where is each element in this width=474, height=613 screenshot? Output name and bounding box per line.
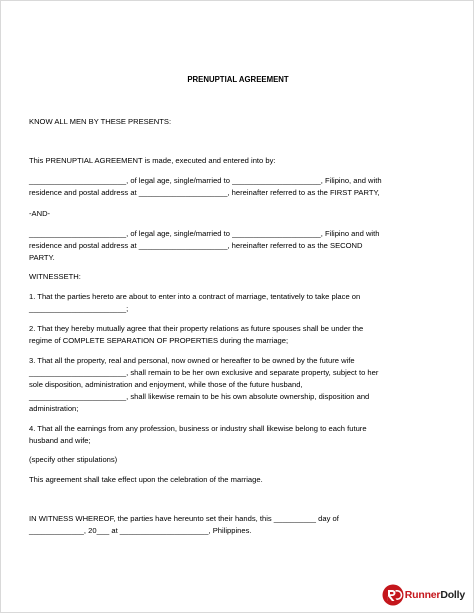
witnesseth-heading: WITNESSETH: — [29, 272, 81, 281]
second-party-line-2: residence and postal address at _____________________, hereinafter referred to as the SECOND — [29, 241, 363, 250]
runnerdolly-logo — [382, 584, 465, 606]
second-party-line-3: PARTY. — [29, 253, 55, 262]
clause-3-line-2: _______________________, shall remain to be her own exclusive and separate property, subject to her — [29, 368, 379, 377]
clause-3-line-4: _______________________, shall likewise remain to be his own absolute ownership, disposition and — [29, 392, 370, 401]
effectivity-paragraph: This agreement shall take effect upon the celebration of the marriage. — [29, 475, 263, 484]
clause-3-line-5: administration; — [29, 404, 79, 413]
first-party-line-1: _______________________, of legal age, single/married to _____________________, Filipino, and with — [29, 176, 382, 185]
clause-3-line-1: 3. That all the property, real and personal, now owned or hereafter to be owned by the future wife — [29, 356, 355, 365]
first-party-line-2: residence and postal address at _____________________, hereinafter referred to as the FIRST PARTY, — [29, 188, 380, 197]
and-separator: -AND- — [29, 209, 51, 218]
other-stipulations: (specify other stipulations) — [29, 455, 118, 464]
runnerdolly-logo-icon — [382, 584, 404, 606]
witness-line-2: _____________, 20___ at _____________________, Philippines. — [29, 526, 252, 535]
clause-3-line-3: sole disposition, administration and enjoyment, while those of the future husband, — [29, 380, 303, 389]
clause-2-line-1: 2. That they hereby mutually agree that their property relations as future spouses shall be under the — [29, 324, 364, 333]
clause-1-line-2: _______________________; — [29, 304, 129, 313]
intro-heading: KNOW ALL MEN BY THESE PRESENTS: — [29, 117, 172, 126]
clause-1-line-1: 1. That the parties hereto are about to enter into a contract of marriage, tentatively to take place on — [29, 292, 361, 301]
runnerdolly-wordmark: RunnerDolly — [404, 589, 465, 601]
clause-2-line-2: regime of COMPLETE SEPARATION OF PROPERTIES during the marriage; — [29, 336, 289, 345]
document-title: PRENUPTIAL AGREEMENT — [187, 75, 289, 84]
witness-line-1: IN WITNESS WHEREOF, the parties have hereunto set their hands, this __________ day of — [29, 514, 339, 523]
clause-4-line-1: 4. That all the earnings from any profession, business or industry shall likewise belong to each future — [29, 424, 367, 433]
intro-paragraph: This PRENUPTIAL AGREEMENT is made, executed and entered into by: — [29, 156, 276, 165]
clause-4-line-2: husband and wife; — [29, 436, 91, 445]
second-party-line-1: _______________________, of legal age, single/married to _____________________, Filipino and with — [29, 229, 380, 238]
